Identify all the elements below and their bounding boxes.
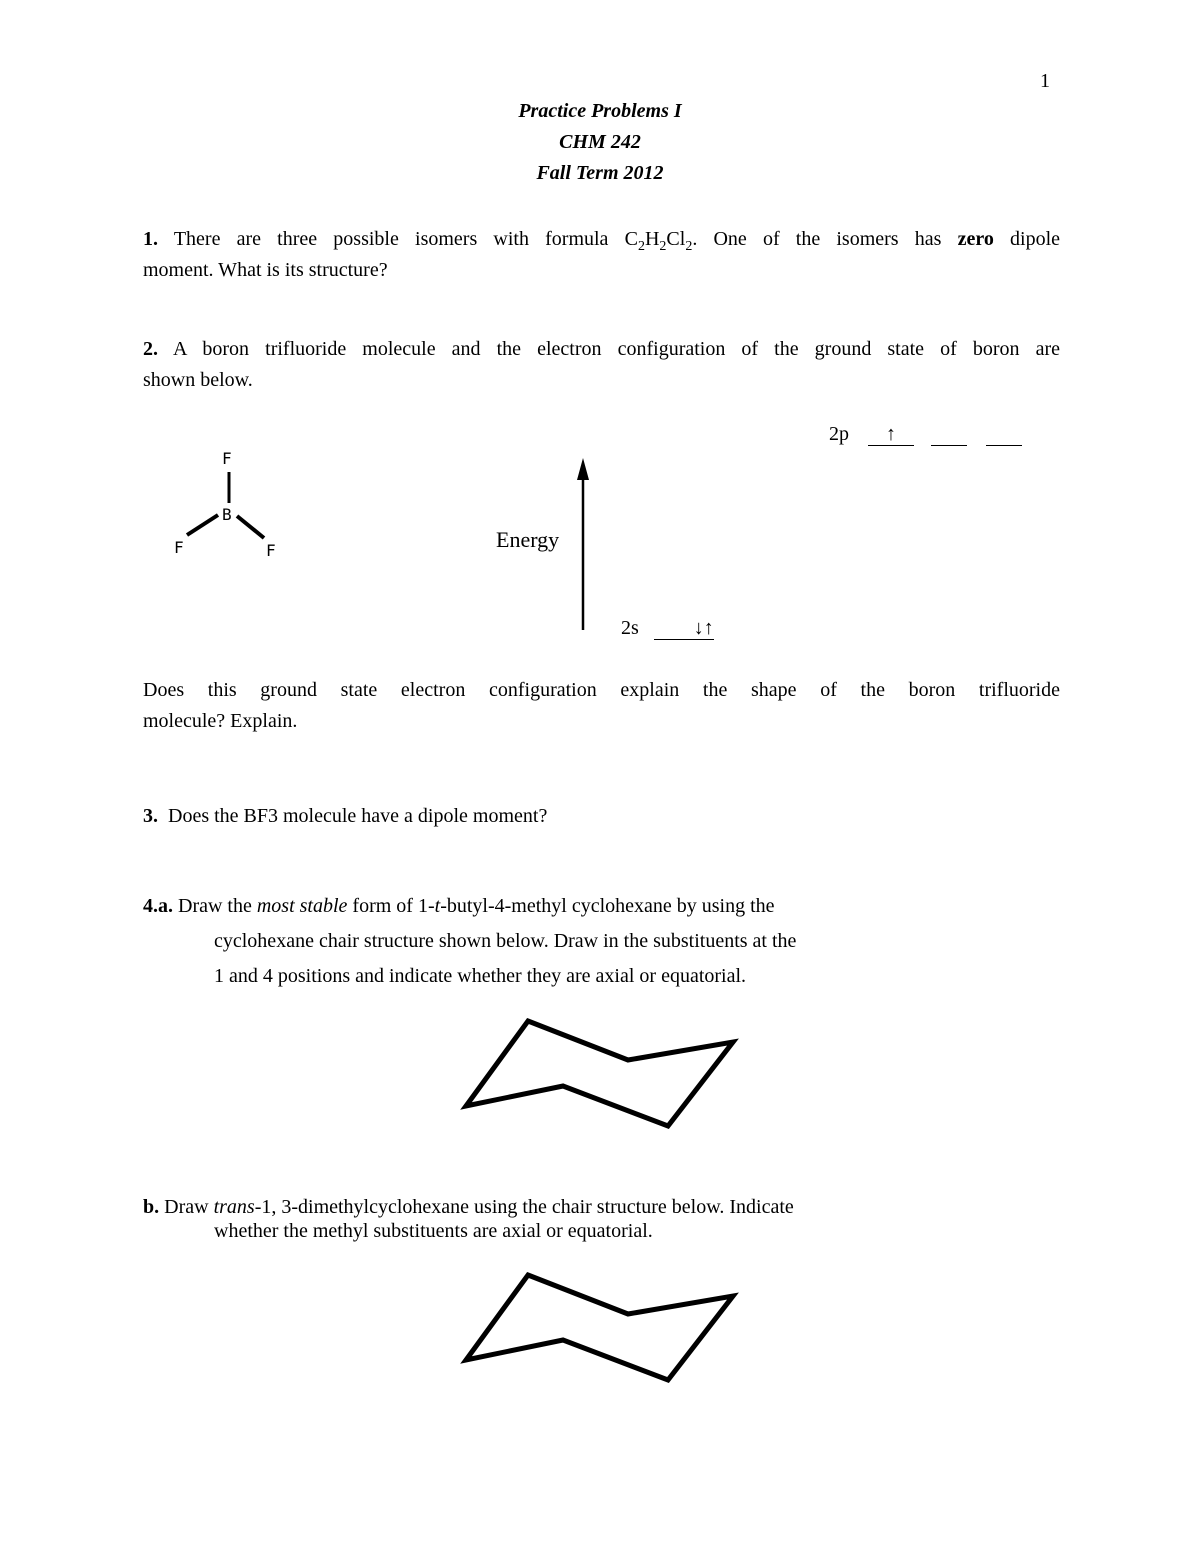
chair-ring-2 bbox=[466, 1275, 733, 1380]
question-4a-text: form of 1- bbox=[347, 895, 435, 917]
question-4a-line-3: 1 and 4 positions and indicate whether they are axial or equatorial. bbox=[214, 965, 747, 987]
page-number: 1 bbox=[1040, 70, 1050, 92]
orbital-2p-slot-1 bbox=[868, 423, 914, 446]
question-4a-text: Draw the bbox=[178, 895, 257, 917]
orbital-2p-slot-2 bbox=[931, 423, 967, 446]
subscript: 2 bbox=[637, 239, 645, 254]
italic-most-stable: most stable bbox=[256, 895, 348, 917]
italic-trans: trans bbox=[213, 1196, 255, 1218]
question-4a-text: -butyl-4-methyl cyclohexane by using the bbox=[440, 895, 775, 917]
energy-arrow-head bbox=[577, 458, 589, 480]
orbital-2p-label: 2p bbox=[829, 423, 849, 445]
question-4b-number: b. bbox=[143, 1196, 160, 1218]
subscript: 2 bbox=[659, 239, 667, 254]
question-1-number: 1. bbox=[143, 228, 158, 250]
question-2-followup-line-1: Does this ground state electron configuration explain the shape of the boron trifluoride bbox=[143, 679, 1060, 701]
energy-axis-label: Energy bbox=[496, 527, 560, 552]
question-4a-line-1 bbox=[143, 891, 1060, 922]
bold-zero: zero bbox=[957, 228, 994, 250]
question-4b-text: Draw bbox=[164, 1196, 214, 1218]
question-2-text: A boron trifluoride molecule and the electron configuration of the ground state of boron are bbox=[172, 338, 1061, 360]
hydrogen: H bbox=[644, 228, 660, 250]
fluorine-top-label: F bbox=[222, 449, 232, 468]
question-4b-text: -1, 3-dimethylcyclohexane using the chair structure below. Indicate bbox=[254, 1196, 794, 1218]
bond-b-f-right bbox=[237, 516, 264, 538]
boron-label: B bbox=[222, 505, 232, 524]
bond-b-f-left bbox=[187, 515, 218, 535]
fluorine-left-label: F bbox=[174, 538, 184, 557]
question-4b-line-2: whether the methyl substituents are axial or equatorial. bbox=[214, 1220, 653, 1242]
orbital-2p-slot-3 bbox=[986, 423, 1022, 446]
italic-t: t bbox=[434, 895, 441, 917]
question-2-followup-line-2: molecule? Explain. bbox=[143, 710, 298, 732]
term: Fall Term 2012 bbox=[536, 162, 664, 184]
fluorine-right-label: F bbox=[266, 541, 276, 560]
question-2-line-1 bbox=[143, 334, 1060, 365]
orbital-2s-slot bbox=[654, 617, 714, 640]
question-1-text: There are three possible isomers with formula C bbox=[173, 228, 638, 250]
document-title: Practice Problems I bbox=[518, 100, 682, 122]
orbital-2s-label: 2s bbox=[621, 617, 639, 639]
course-code: CHM 242 bbox=[559, 131, 641, 153]
question-4a-line-2: cyclohexane chair structure shown below. Draw in the substituents at the bbox=[214, 930, 797, 952]
chair-ring-1 bbox=[466, 1021, 733, 1126]
question-2-line-2: shown below. bbox=[143, 369, 253, 391]
chlorine: Cl bbox=[666, 228, 686, 250]
orbital-2s bbox=[621, 617, 714, 640]
question-1-text: . One of the isomers has bbox=[692, 228, 958, 250]
up-arrow-icon: ↑ bbox=[886, 423, 896, 445]
question-3-text: Does the BF3 molecule have a dipole moment? bbox=[168, 805, 548, 827]
down-up-arrows-icon: ↓↑ bbox=[693, 617, 714, 639]
question-2-number: 2. bbox=[143, 338, 158, 360]
question-3-number: 3. bbox=[143, 805, 158, 827]
orbital-2p bbox=[829, 423, 1022, 446]
question-1-line-2: moment. What is its structure? bbox=[143, 259, 388, 281]
question-4a-number: 4.a. bbox=[143, 895, 173, 917]
question-3 bbox=[143, 801, 1060, 832]
subscript: 2 bbox=[685, 239, 693, 254]
question-1-text: dipole bbox=[993, 228, 1061, 250]
